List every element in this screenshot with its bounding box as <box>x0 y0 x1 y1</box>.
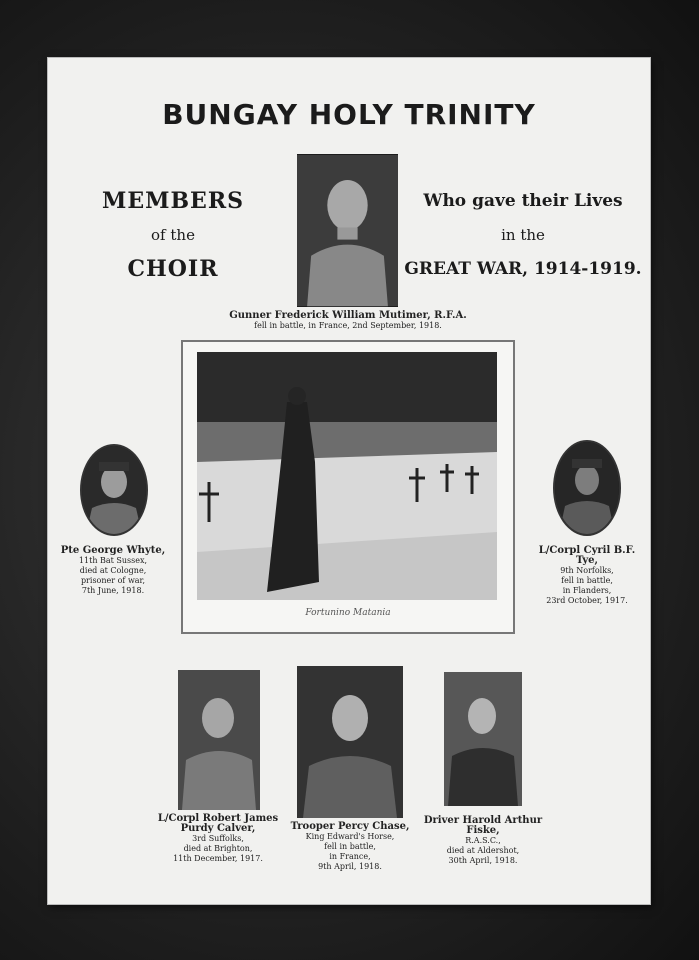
portrait-whyte <box>80 444 148 536</box>
whyte-line-3: prisoner of war, <box>80 576 146 585</box>
chase-line-1: King Edward's Horse, <box>305 832 395 841</box>
whyte-line-1: 11th Bat Sussex, <box>78 556 148 565</box>
mutimer-detail: fell in battle, in France, 2nd September, 1918. <box>254 321 442 330</box>
tye-line-4: 23rd October, 1917. <box>546 596 628 605</box>
portrait-fiske <box>444 672 522 806</box>
painting-mount <box>181 340 515 634</box>
calver-line-3: 11th December, 1917. <box>173 854 263 863</box>
chase-line-2: fell in battle, <box>324 842 376 851</box>
whyte-name: Pte George Whyte, <box>60 545 166 556</box>
caption-whyte <box>58 546 168 596</box>
tye-name: L/Corpl Cyril B.F. Tye, <box>538 545 636 566</box>
calver-line-2: died at Brighton, <box>183 844 253 853</box>
caption-tye <box>528 546 646 606</box>
calver-line-1: 3rd Suffolks, <box>192 834 244 843</box>
chase-name: Trooper Percy Chase, <box>290 821 410 832</box>
caption-chase <box>273 822 427 872</box>
caption-calver <box>143 814 293 864</box>
mutimer-name: Gunner Frederick William Mutimer, R.F.A. <box>229 310 467 321</box>
memorial-sheet <box>48 58 650 904</box>
in-the-line: in the <box>501 226 545 244</box>
fiske-line-1: R.A.S.C., <box>465 836 501 845</box>
mourning-soldier-painting <box>197 352 497 600</box>
fiske-line-2: died at Aldershot, <box>446 846 520 855</box>
portrait-tye <box>553 440 621 536</box>
calver-name: L/Corpl Robert James Purdy Calver, <box>157 813 279 834</box>
whyte-line-4: 7th June, 1918. <box>81 586 145 595</box>
members-line: MEMBERS <box>101 188 244 214</box>
tye-line-3: in Flanders, <box>562 586 612 595</box>
chase-line-4: 9th April, 1918. <box>318 862 382 871</box>
whyte-line-2: died at Cologne, <box>79 566 147 575</box>
of-the-line: of the <box>151 226 195 244</box>
caption-mutimer <box>208 311 488 331</box>
fiske-name: Driver Harold Arthur Fiske, <box>423 815 543 836</box>
chase-line-3: in France, <box>329 852 371 861</box>
great-war-line: GREAT WAR, 1914-1919. <box>404 259 642 279</box>
portrait-chase <box>297 666 403 818</box>
tye-line-2: fell in battle, <box>561 576 613 585</box>
choir-line: CHOIR <box>127 256 219 282</box>
memorial-title: BUNGAY HOLY TRINITY <box>162 98 536 131</box>
members-heading <box>78 184 268 286</box>
dedication-heading <box>403 184 643 286</box>
tye-line-1: 9th Norfolks, <box>560 566 614 575</box>
fiske-line-3: 30th April, 1918. <box>448 856 518 865</box>
gave-lives-line: Who gave their Lives <box>423 191 623 211</box>
portrait-mutimer <box>297 154 398 307</box>
portrait-calver <box>178 670 260 810</box>
painting-signature: Fortunino Matania <box>305 608 391 618</box>
caption-fiske <box>408 816 558 866</box>
